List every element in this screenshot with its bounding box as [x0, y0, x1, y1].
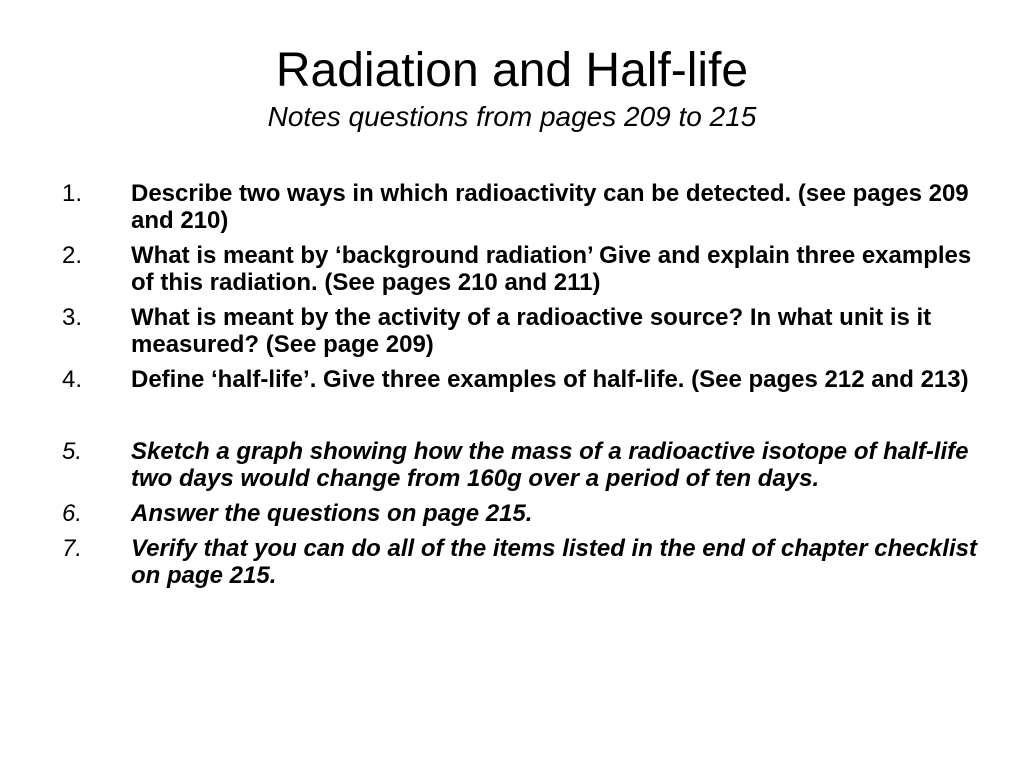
question-item-6 — [62, 500, 992, 527]
question-number: 7. — [62, 535, 83, 562]
question-item-7 — [62, 535, 992, 589]
question-text: Describe two ways in which radioactivity can be detected. (see pages 209 and 210) — [131, 180, 969, 234]
question-text: What is meant by the activity of a radioactive source? In what unit is it measured? (See page 209) — [131, 304, 932, 358]
question-text: Sketch a graph showing how the mass of a radioactive isotope of half-life two days would change from 160g over a period of ten days. — [131, 438, 969, 492]
slide-title: Radiation and Half-life — [275, 44, 749, 97]
question-text: Answer the questions on page 215. — [131, 500, 533, 527]
question-list — [62, 180, 992, 597]
question-number: 2. — [62, 242, 83, 269]
question-number: 6. — [62, 500, 83, 527]
question-text: Define ‘half-life’. Give three examples of half-life. (See pages 212 and 213) — [131, 366, 969, 393]
question-item-5 — [62, 438, 992, 492]
question-item-2 — [62, 242, 992, 296]
slide-subtitle: Notes questions from pages 209 to 215 — [267, 101, 757, 132]
title-block — [0, 42, 1024, 134]
question-item-1 — [62, 180, 992, 234]
question-number: 3. — [62, 304, 83, 331]
question-number: 1. — [62, 180, 83, 207]
question-text: What is meant by ‘background radiation’ Give and explain three examples of this radiation. (See pages 210 and 211) — [131, 242, 972, 296]
question-text: Verify that you can do all of the items listed in the end of chapter checklist on page 215. — [131, 535, 977, 589]
question-number: 4. — [62, 366, 83, 393]
question-number: 5. — [62, 438, 83, 465]
question-item-4 — [62, 366, 992, 393]
question-item-3 — [62, 304, 992, 358]
